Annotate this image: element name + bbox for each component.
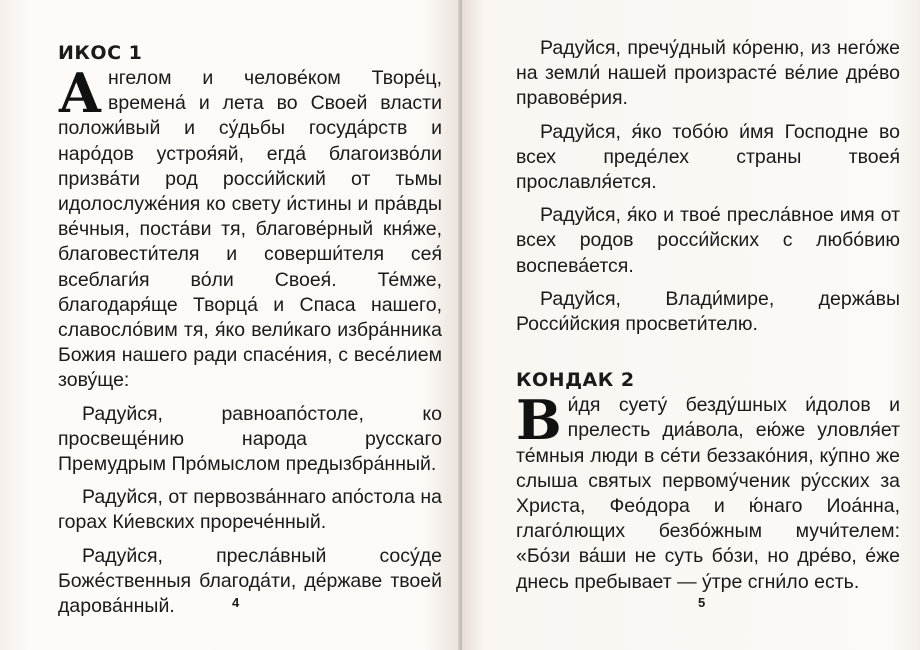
salutation: Радуйся, пресла́вный сосу́де Боже́ственныя благода́ти, де́ржаве твоей дарова́нный. [58, 544, 442, 618]
ikos-heading: ИКОС 1 [58, 42, 143, 64]
section-gap [516, 337, 900, 357]
ikos-intro-paragraph [58, 61, 442, 394]
page-number: 4 [232, 595, 240, 610]
salutation: Радуйся, Влади́мире, держа́вы Росси́йския просвети́телю. [516, 287, 900, 336]
salutation: Радуйся, от первозва́ннаго апо́стола на горах Ки́евских прорече́нный. [58, 486, 442, 534]
salutation: Радуйся, я́ко тобо́ю и́мя Господне во всех преде́лех страны твоея́ прославля́ется. [516, 120, 900, 194]
salutation: Радуйся, равноапо́столе, ко просвеще́нию народа русскаго Премудрым Про́мыслом предызбра́нный. [58, 402, 442, 476]
drop-cap: В [516, 388, 562, 453]
kontakion-heading: КОНДАК 2 [516, 369, 635, 392]
kontakion-text: и́дя суету́ безду́шных и́долов и прелесть диа́вола, ею́же уловля́ет те́мныя люди в се́ти беззако́ния, ку́пно же слыша святых первому́ченик ру́сских за Христа, Фео́дора и ю́наго Иоа́нна, глаго́лющих безбо́жным мучи́телем: «Бо́зи ва́ши не суть бо́зи, но дре́во, е́же днесь пребывает — у́тре сгни́ло есть. [516, 394, 900, 593]
salutation: Радуйся, пречу́дный ко́реню, из него́же на земли́ нашей произрасте́ ве́лие дре́во правове́рия. [516, 37, 900, 110]
ikos-intro-text: нгелом и челове́ком Творе́ц, времена́ и лета во Своей власти положи́вый и су́дьбы госуда́рств и наро́дов устроя́яй, егда́ благоизво́ли призва́ти род росси́йский от тьмы идолослуже́ния ко свету и́стины и пра́вды ве́чныя, поста́ви тя, благове́рный кня́же, благовести́теля и соверши́теля сея́ всеблаги́я во́ли Своея́. Те́мже, благодаря́ще Творца́ и Спаса нашего, славосло́вим тя, я́ко вели́каго избра́нника Божия нашего ради спасе́ния, с весе́лием зову́ще: [58, 67, 442, 392]
right-page [462, 0, 920, 650]
salutation: Радуйся, я́ко и твое́ пресла́вное имя от всех родов росси́йских с любо́вию воспева́ется. [516, 204, 900, 277]
page-number: 5 [698, 595, 706, 610]
kontakion-paragraph [516, 388, 900, 595]
drop-cap: А [58, 61, 102, 125]
